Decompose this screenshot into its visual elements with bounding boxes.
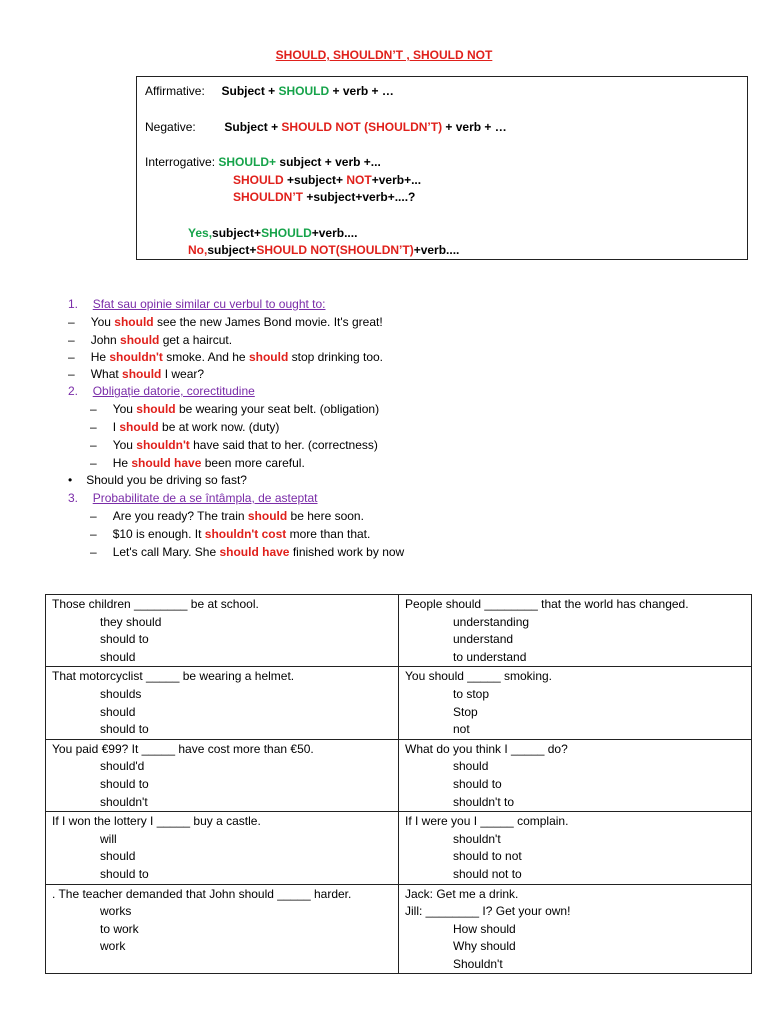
ex-text: smoke. And he — [162, 350, 249, 364]
negative-label: Negative: — [145, 120, 196, 134]
section-1-title: Sfat sau opinie similar cu verbul to ought to: — [92, 297, 326, 311]
section-2-heading — [68, 384, 255, 398]
example-line: – Let's call Mary. She should have finished work by now — [90, 545, 405, 559]
negative-rule — [145, 120, 507, 134]
int2-not: NOT — [346, 173, 372, 187]
int3-should: SHOULDN’T — [233, 190, 303, 204]
answer-option[interactable]: should to — [100, 866, 149, 881]
exercise-question: . The teacher demanded that John should _____ harder. — [52, 886, 352, 901]
section-1-number: 1. — [68, 297, 79, 311]
ex-text: You — [112, 438, 137, 452]
example-line: – He shouldn't smoke. And he should stop drinking too. — [68, 350, 384, 364]
answer-option[interactable]: should — [453, 759, 489, 774]
interrogative-rule-2 — [233, 173, 421, 187]
ex-text: be wearing your seat belt. (obligation) — [175, 402, 380, 416]
exercise-cell — [46, 739, 399, 811]
bullet-icon: • — [68, 473, 73, 487]
answer-option[interactable]: should to not — [453, 849, 522, 864]
section-1-heading — [68, 297, 326, 311]
exercise-cell — [46, 884, 399, 974]
exercise-question-line-2: Jill: ________ I? Get your own! — [405, 904, 571, 919]
section-3-heading — [68, 491, 318, 505]
table-row — [46, 884, 752, 974]
int2-should: SHOULD — [233, 173, 284, 187]
ex-modal: should — [136, 402, 176, 416]
ex-modal: should — [120, 333, 160, 347]
ex-text: have said that to her. (correctness) — [189, 438, 378, 452]
exercise-question: You paid €99? It _____ have cost more than €50. — [52, 741, 314, 756]
section-2-title: Obligație datorie, corectitudine — [92, 384, 255, 398]
ex-text: see the new James Bond movie. It's great! — [153, 315, 383, 329]
ex-modal: should — [247, 509, 288, 523]
ex-text: finished work by now — [289, 545, 405, 559]
example-line: – John should get a haircut. — [68, 333, 233, 347]
no-word: No, — [188, 243, 208, 257]
exercise-cell — [46, 812, 399, 884]
yes-should: SHOULD — [261, 226, 312, 240]
example-line: – Are you ready? The train should be here soon. — [90, 509, 364, 523]
table-row — [46, 739, 752, 811]
ex-text: You — [90, 315, 115, 329]
short-answer-yes — [188, 226, 357, 240]
ex-modal: should — [122, 367, 162, 381]
answer-option[interactable]: should — [100, 849, 136, 864]
ex-modal: should have — [219, 545, 290, 559]
answer-option[interactable]: to stop — [453, 686, 490, 701]
ex-modal: should — [114, 315, 154, 329]
exercise-cell — [46, 595, 399, 667]
answer-option[interactable]: How should — [453, 921, 516, 936]
table-row — [46, 667, 752, 739]
ex-text: get a haircut. — [159, 333, 233, 347]
answer-option[interactable]: they should — [100, 614, 162, 629]
answer-option[interactable]: should — [100, 649, 136, 664]
neg-should: SHOULD NOT (SHOULDN’T) — [281, 120, 443, 134]
neg-rest: + verb + … — [442, 120, 507, 134]
ex-text: more than that. — [286, 527, 371, 541]
exercise-cell — [399, 812, 752, 884]
section-3-number: 3. — [68, 491, 79, 505]
answer-option[interactable]: Why should — [453, 939, 516, 954]
answer-option[interactable]: should — [100, 704, 136, 719]
example-line: – You should see the new James Bond movie. It's great! — [68, 315, 383, 329]
neg-subject: Subject + — [224, 120, 282, 134]
ex-text: be at work now. (duty) — [158, 420, 280, 434]
section-2-number: 2. — [68, 384, 79, 398]
example-line: – $10 is enough. It shouldn't cost more than that. — [90, 527, 371, 541]
no-rest: +verb.... — [413, 243, 460, 257]
answer-option[interactable]: will — [100, 831, 117, 846]
exercise-question: What do you think I _____ do? — [405, 741, 568, 756]
exercise-question: Jack: Get me a drink. — [405, 886, 519, 901]
ex-text: be here soon. — [287, 509, 364, 523]
ex-modal: should — [248, 350, 289, 364]
short-answer-no — [188, 243, 459, 257]
interrogative-rule-3 — [233, 190, 415, 204]
exercise-cell — [399, 595, 752, 667]
example-line: – He should have been more careful. — [90, 456, 305, 470]
int1-should: SHOULD+ — [218, 155, 277, 169]
bullet-line — [68, 473, 247, 487]
exercise-question: People should ________ that the world has changed. — [405, 597, 689, 611]
ex-text: What — [90, 367, 123, 381]
interrogative-rule-1 — [145, 155, 381, 169]
aff-subject: Subject + — [221, 84, 279, 98]
answer-option[interactable]: should not to — [453, 866, 522, 881]
yes-word: Yes, — [188, 226, 213, 240]
yes-rest: +verb.... — [311, 226, 358, 240]
exercise-cell — [46, 667, 399, 739]
table-row — [46, 595, 752, 667]
aff-should: SHOULD — [278, 84, 330, 98]
example-line: – You should be wearing your seat belt. (obligation) — [90, 402, 380, 416]
int3-rest: +subject+verb+....? — [303, 190, 416, 204]
answer-option[interactable]: Shouldn't — [453, 956, 503, 971]
answer-option[interactable]: not — [453, 722, 470, 737]
affirmative-rule — [145, 84, 394, 98]
answer-option[interactable]: to work — [100, 921, 139, 936]
example-line: – What should I wear? — [68, 367, 205, 381]
ex-modal: should have — [131, 456, 202, 470]
answer-option[interactable]: understand — [453, 632, 514, 647]
exercise-question: That motorcyclist _____ be wearing a helmet. — [52, 669, 295, 684]
answer-option[interactable]: works — [100, 904, 132, 919]
no-mid: subject+ — [207, 243, 257, 257]
ex-modal: shouldn't — [136, 438, 190, 452]
ex-modal: shouldn't — [109, 350, 163, 364]
page-title: SHOULD, SHOULDN’T , SHOULD NOT — [275, 48, 493, 62]
yes-mid: subject+ — [212, 226, 262, 240]
answer-option[interactable]: should to — [100, 776, 149, 791]
answer-option[interactable]: should'd — [100, 759, 145, 774]
answer-option[interactable]: shouldn't to — [453, 794, 515, 809]
exercise-question: You should _____ smoking. — [405, 669, 552, 684]
exercise-table — [45, 594, 752, 974]
int1-rest: subject + verb +... — [276, 155, 381, 169]
int2-mid: +subject+ — [283, 173, 347, 187]
interrogative-label: Interrogative: — [145, 155, 216, 169]
ex-modal: should — [119, 420, 159, 434]
answer-option[interactable]: shouldn't — [453, 831, 501, 846]
ex-text: $10 is enough. It — [112, 527, 205, 541]
ex-text: I — [112, 420, 120, 434]
ex-text: been more careful. — [201, 456, 305, 470]
ex-text: Let's call Mary. She — [112, 545, 220, 559]
answer-option[interactable]: shoulds — [100, 686, 142, 701]
section-3-title: Probabilitate de a se întâmpla, de asteptat — [92, 491, 318, 505]
ex-text: He — [90, 350, 110, 364]
answer-option[interactable]: should to — [100, 722, 149, 737]
example-line: – You shouldn't have said that to her. (correctness) — [90, 438, 378, 452]
answer-option[interactable]: should to — [100, 632, 149, 647]
exercise-question: If I won the lottery I _____ buy a castle. — [52, 814, 261, 829]
exercise-cell — [399, 667, 752, 739]
ex-text: John — [90, 333, 121, 347]
int2-rest: +verb+... — [371, 173, 422, 187]
no-should: SHOULD NOT(SHOULDN’T) — [256, 243, 414, 257]
ex-text: I wear? — [161, 367, 205, 381]
table-row — [46, 812, 752, 884]
affirmative-label: Affirmative: — [145, 84, 205, 98]
exercise-question: If I were you I _____ complain. — [405, 814, 569, 829]
ex-text: He — [112, 456, 132, 470]
bullet-text: Should you be driving so fast? — [86, 473, 247, 487]
answer-option[interactable]: to understand — [453, 649, 527, 664]
exercise-cell — [399, 739, 752, 811]
answer-option[interactable]: shouldn't — [100, 794, 148, 809]
answer-option[interactable]: should to — [453, 776, 502, 791]
ex-text: stop drinking too. — [288, 350, 384, 364]
ex-modal: shouldn't cost — [204, 527, 287, 541]
ex-text: Are you ready? The train — [112, 509, 248, 523]
grammar-rules-box — [136, 76, 748, 260]
exercise-cell — [399, 884, 752, 974]
example-line: – I should be at work now. (duty) — [90, 420, 280, 434]
ex-text: You — [112, 402, 137, 416]
exercise-question: Those children ________ be at school. — [52, 597, 259, 611]
answer-option[interactable]: work — [100, 939, 126, 954]
answer-option[interactable]: Stop — [453, 704, 478, 719]
aff-rest: + verb + … — [329, 84, 394, 98]
answer-option[interactable]: understanding — [453, 614, 530, 629]
